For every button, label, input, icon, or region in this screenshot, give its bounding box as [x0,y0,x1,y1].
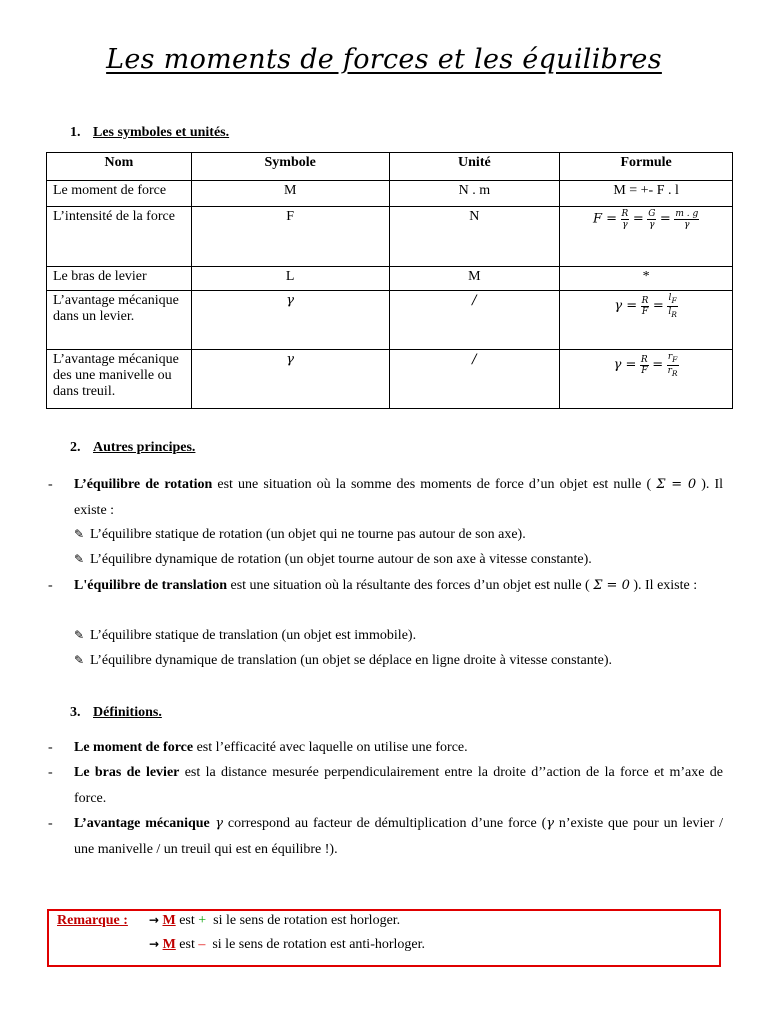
pen-arrow-icon: ✎ [74,653,85,667]
pen-arrow-icon: ✎ [74,628,85,642]
translation-equilibrium-paragraph: - L'équilibre de translation est une situation où la résultante des forces d’un objet est nulle ( Σ = 0 ). Il existe : [48,578,698,593]
table-row [47,350,733,409]
cell-formule: * [560,267,733,291]
remark-label: Remarque : [57,913,128,928]
table-row [47,207,733,267]
pen-arrow-icon: ✎ [74,552,85,566]
cell-formule-lever: γ = $\frac{R}{F}$ = $\frac{l_F}{l_R}$ [560,291,733,350]
table-header-row [47,153,733,181]
header-symbole: Symbole [191,153,389,181]
list-item: ✎ L’équilibre dynamique de translation (un objet se déplace en ligne droite à vitesse constante). [74,653,612,668]
cell-formule-intensity: F = $\frac{R}{\gamma}$ = $\frac{G}{\gamma}$ = $\frac{m . g}{\gamma}$ [560,207,733,267]
arrow-right-icon: → [149,937,160,951]
cell-formule-winch: γ = $\frac{R}{F}$ = $\frac{r_F}{r_R}$ [560,350,733,409]
definition-moment: - Le moment de force est l’efficacité avec laquelle on utilise une force. [48,740,468,755]
table-row [47,267,733,291]
header-unite: Unité [389,153,560,181]
cell-formule: M = +- F . l [560,181,733,207]
remark-box [47,909,721,967]
cell-unite: N [389,207,560,267]
cell-symbole: F [191,207,389,267]
cell-unite: N . m [389,181,560,207]
header-nom: Nom [47,153,192,181]
cell-nom: Le bras de levier [47,267,192,291]
list-item: ✎ L’équilibre statique de rotation (un objet qui ne tourne pas autour de son axe). [74,527,526,542]
definition-avantage: - L’avantage mécanique γ correspond au facteur de démultiplication d’une force (γ n’existe que pour un levier / une manivelle / un treuil qui est en équilibre !). [48,816,723,857]
arrow-right-icon: → [148,913,159,927]
symbols-table [46,152,733,409]
definition-bras-de-levier: - Le bras de levier est la distance mesurée perpendiculairement entre la droite d’’action de la force et m’axe de force. [48,765,724,806]
cell-unite: / [389,291,560,350]
section-1-heading: 1. Les symboles et unités. [70,125,230,140]
section-3-heading: 3. Définitions. [70,705,162,720]
page-title: Les moments de forces et les équilibres [106,44,662,75]
cell-unite: / [389,350,560,409]
table-row [47,291,733,350]
header-formule: Formule [560,153,733,181]
cell-nom: L’avantage mécanique des une manivelle ou dans treuil. [47,350,192,409]
cell-symbole: L [191,267,389,291]
cell-symbole: M [191,181,389,207]
section-2-heading: 2. Autres principes. [70,440,196,455]
table-row [47,181,733,207]
cell-nom: L’intensité de la force [47,207,192,267]
remark-line-1: Remarque : → M est + si le sens de rotation est horloger. [57,913,401,928]
cell-nom: L’avantage mécanique dans un levier. [47,291,192,350]
remark-line-2: → M est – si le sens de rotation est anti-horloger. [149,937,426,952]
list-item: ✎ L’équilibre dynamique de rotation (un objet tourne autour de son axe à vitesse constante). [74,552,592,567]
cell-symbole: γ [191,350,389,409]
pen-arrow-icon: ✎ [74,527,85,541]
cell-symbole: γ [191,291,389,350]
cell-nom: Le moment de force [47,181,192,207]
rotation-equilibrium-paragraph: - L’équilibre de rotation est une situation où la somme des moments de force d’un objet est nulle ( Σ = 0 ). Il existe : [48,477,724,518]
list-item: ✎ L’équilibre statique de translation (un objet est immobile). [74,628,417,643]
cell-unite: M [389,267,560,291]
